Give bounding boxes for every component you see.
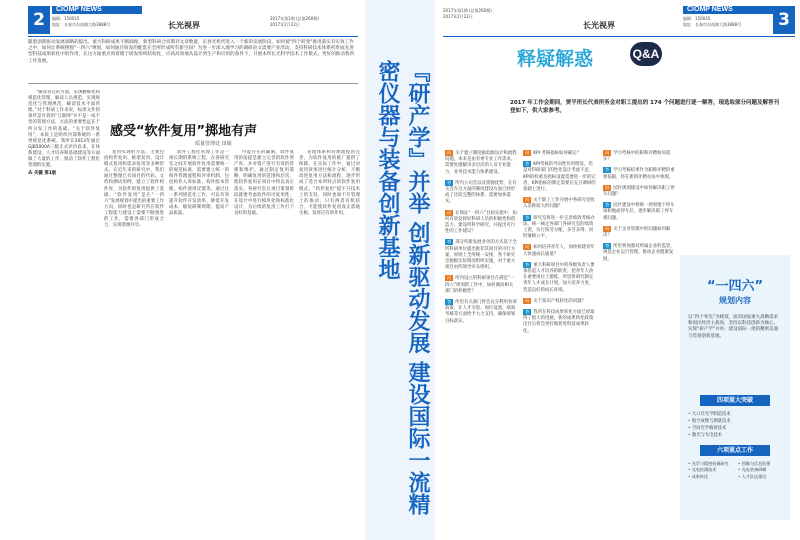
question-tag: 问 [447,275,452,281]
column-3-text: 软件工程化管理工作是一项长期的系统工程，在各研究室之间开展软件复用需要统一的规范标准，需要建立统一的构件管理流程和评审机制，包括构件入库标准、构件版本管理、构件使用反馈等。通过这一系列规范化工作，可以有效提升软件开发效率，降低开发成本，缩短研制周期，提高产品质量。 [169,150,229,216]
meta-left-1: 编辑：150035 [52,16,80,21]
answer-text: 重大科研项目中的各级负责人要承担起人才培养的职责，把青年人放在重要岗位上锻炼，所里将研究制定青年人才成长计划，加大培养力度，营造良好的成长环境。 [523,262,595,293]
text-column-5 [299,150,360,530]
question-tag: 问 [605,184,610,190]
list-item: • 光电检测技术 [688,467,734,473]
list-item: • 空间光学载荷技术 [688,425,782,432]
issue-left-2: 2017年2月22日 [270,22,300,27]
answer-text: 我所在科技成果转化方面已经取得了很大的进展，新的成果转化政策出台后将会更好地促进科技成果转化。 [523,310,595,334]
plan-text: 以“四个率先”为统领，面向国家重大战略需求和国民经济主战场，坚持以科技创新为核心，实现“研产学”并举，建设国际一流的精密仪器与装备创新基地。 [688,315,779,339]
question-text: 关于建立制度据低级设计和流程问题，本来是由有委专业工作需求，需要处理解决多层次的人员专业能力，业务技术能力体系建设。 [445,151,517,175]
column-1-wrapper [28,90,100,530]
section-left: 长光视界 [168,21,200,30]
issue-left-1: 2017年第1期 (总第260期) [270,16,319,21]
text-column-2 [104,150,164,530]
list-item: • 大口径光学制造技术 [688,411,782,418]
answer-text: 学习考核结果作为职称评聘的重要依据，将在新的评聘办法中体现。 [603,168,675,180]
question-tag: 问 [605,225,610,231]
question-tag: 问 [525,297,530,303]
issue-right-2: 2017年2月22日 [443,14,473,19]
left-page [0,0,365,540]
text-column-4 [234,150,294,530]
answer-text: 园区建设中将统一规划地下停车场和地面停车位，逐步解决职工停车难问题。 [603,203,675,221]
qa-intro: 2017 年工作会期间，贾平所长代表所务会对职工提出的 174 个问题进行逐一解答，现选取部分问题及解答刊登如下，供大家参考。 [510,100,780,114]
header-rule-left [28,36,358,37]
article-byline: 质量管理处 田娟 [195,141,232,147]
qa-item [445,210,517,236]
answer-tag: 答 [447,299,452,305]
brand-left: CIOMP NEWS [52,6,142,14]
answer-text: 所里有关部门将会充分利用各项政策，在人才引进、岗位设置、绩效考核等方面给予大力支持，确保规划目标落实。 [445,300,517,324]
qa-item [603,202,675,222]
page-number-left: 2 [28,6,50,34]
qa-item [523,197,597,210]
center-banner [365,0,435,540]
question-tag: 问 [525,197,530,203]
page-number-right: 3 [773,6,795,34]
qa-item [603,167,675,180]
qa-item [445,150,517,176]
question-tag: 问 [525,244,530,250]
answer-text: 所内公司会以及资源优势，在有关会在这方面的制度建设方面已经形成了比较完整的体系，需要加快落实。 [445,180,517,205]
list-item: • 光学与精密机械研究 [688,461,734,467]
answer-tag: 答 [525,309,530,315]
question-text: 在保证“一四六”目标实施中，如何有效发挥好科研人员的积极性和创造力，建设所科学研究，并提出可行性的工作建议？ [445,210,517,235]
column-5-text: 管理体系和管理流程的完善，为软件复用的推广提供了保障。在实际工作中，通过对复用效果进行统计分析，不断改进复用方法和流程，逐步形成了适合本所特点的软件复用模式。“软件复用”提不开技术上的支持，同时也离不开管理上的推动，只有两者有机结合，才能使软件复用真正落地生根，发挥应有的作用。 [299,150,360,216]
qa-item [445,180,517,206]
question-tag: 问 [447,150,452,155]
meta-right-1: 编辑：150035 [683,16,711,21]
question-tag: 问 [605,150,610,155]
qa-item [445,239,517,271]
answer-text: 部分所新发展业务的方式基于全所科研单位提出推荐其项目的可行方案，原则上全所统一安排，各个研究室根据实际情况组织实施，对于重大项目由所领导牵头组织。 [445,240,517,271]
list-item: • 人才队伍建设 [738,474,784,480]
section-right: 长光视界 [583,21,615,30]
answer-tag: 答 [605,167,610,173]
qa-item [523,298,597,305]
answer-tag: 答 [525,261,530,267]
sub-heading: ⁂ 关键 第1版 [28,171,57,177]
qa-item [445,275,517,295]
qa-item [523,262,597,294]
question-text: 如何培养青年人，加快构建青年人快速成长通道？ [523,245,595,257]
qa-badge-icon: Q&A [630,42,662,66]
qa-item [523,309,597,335]
qa-item [603,150,675,163]
qa-item [603,226,675,239]
qa-title: 释疑解惑 [517,48,594,70]
meta-left-2: 地址：长春市东南湖大路3888号 [52,22,111,27]
article-headline: 感受“软件复用”掷地有声 [110,124,258,139]
key-work-list [688,461,784,480]
issue-right-1: 2017年第1期 (总第260期) [443,8,492,13]
qa-item [523,244,597,257]
text-column-1 [28,90,100,530]
brand-right: CIOMP NEWS [683,6,773,14]
qa-column-2 [523,150,597,339]
column-2-text: 复用实现的方法，主要包括构件复用、框架复用、设计模式复用和需求复用等多种形式。在近年来的研究中，我们通过整理已有项目的代码、文档和测试用例，建立了软件构件库，为软件的复用提供了基础。“软件复用”是在“一四六”发展规划中提出的重要工作方向，同时也是研究所在软件工程能力建设上需要不断推进的工作，需要各部门形成合力，实现资源共享。 [104,150,164,229]
question-tag: 问 [447,209,452,215]
answer-tag: 答 [605,202,610,208]
answer-text: KPI考核的导向性作用明显，但是对科研部门的性化设计考虑不足，KPI的权重及指标设置需要进一步的完善，KPI指标的制定需要在充分调研的基础上进行。 [523,162,596,193]
question-text: 关于职工工作开展中各研究室收入差距较大的问题？ [523,198,595,210]
list-item: • 光电装备研制 [738,467,784,473]
answer-tag: 答 [447,239,452,245]
header-rule-right [443,36,795,37]
plan-title: “一四六” [706,279,764,294]
text-column-3 [169,150,229,530]
qa-item [603,243,675,263]
intro-text: 随着创新驱动发展战略的提出，重大科研成果不断涌现，新型科研合同期刊文章数量，长春光机所进入一个新的发展阶段。如何使"四个转变"推进落实有实效工作之中，如何让系统摆脱"一四六"规划，如何通过研发的配套在全所形成所有新空间？为进一步深入地学习的调研论文需要产业活动，支持科研技术体系所形成先进型科技成果转化中的作用，在这方面重点将着眼于研发组织结构化，应高高效地从设计到生产和应用的条件下，开展本所长光科学技术工作模式，更好的推动我所工作发展。 [28,40,355,64]
list-item: • 航空成像与测量技术 [688,418,782,425]
column-1-text: “解读各自的方面，实现精细化和规范化管理，解读人员规范，实现规范化与管理规范，解读技术平面管理。”对于科研工作来说，标准文件的条件是有效的“互联网”并不是一成不变的管理方法，方法的重要性远在于所分发工作的基础。“关于软件复用”，本质上是组织内部系统的一系列规范化系统，我所在2013年通过GJB5000A三级正式评价以来，在体系建设、人才培养和基础建设等方面做了大量的工作，推动了软件工程化管理的实施。 [28,90,100,169]
qa-item [603,185,675,198]
question-text: 所内设立的科研项目在满足“一四六”规划的工作中，如何调动相关部门的积极性？ [445,276,515,294]
columns-wrapper [104,150,360,530]
right-page [435,0,800,540]
list-item: • 图像与信息处理 [738,461,784,467]
answer-tag: 答 [525,161,530,167]
plan-subtitle: 规划内容 [719,296,751,305]
plan-sidebar [680,255,790,520]
list-item: • 激光与光电技术 [688,432,782,439]
breakthrough-heading: 四项重大突破 [700,395,770,406]
qa-item [523,215,597,241]
question-text: 关于企业管理中的问题如何解决？ [603,226,671,239]
qa-item [523,150,597,157]
intro-rule [28,83,358,84]
vertical-title: 『研产学』并举 创新驱动发展 建设国际一流精密仪器与装备创新基地 [375,60,430,516]
answer-text: 研究室将进一步完善绩效考核办法，统一核定各部门各研究室的绩效工资，实行按劳分配，多劳多得，同时兼顾公平。 [523,215,595,240]
qa-column-1 [445,150,517,329]
answer-tag: 答 [525,214,530,220]
breakthrough-list [688,411,782,439]
answer-text: 所里将加强对所属企业的监管，规范企业运行管理，推动企业健康发展。 [603,244,675,262]
column-4-text: 可能存在的漏洞，软件复用的前提是建立完善的软件资产库，并对资产进行有效的管理和维护。通过制定复用策略，明确复用的范围和层次，使软件复用在项目中得以真正落实。各研究室在项目策划阶段就要考虑软件的可复用性，在设计中进行模块化和标准化设计，为后续的复用工作打下良好的基础。 [234,150,294,216]
question-text: 园区规划建设中如何解决职工停车问题？ [603,185,675,198]
question-text: 关于知识产权转化的问题？ [533,298,586,304]
qa-item [445,299,517,325]
answer-tag: 答 [447,179,452,185]
qa-column-3 [603,150,675,267]
list-item: • 成果转化 [688,474,734,480]
meta-right-2: 地址：长春市东南湖大路3888号 [683,22,742,27]
key-work-heading: 六项重点工作 [700,445,770,456]
qa-item [523,161,597,193]
answer-tag: 答 [605,243,610,249]
question-text: 学习考核中的职称评聘如何落实？ [603,151,671,163]
question-tag: 问 [525,150,530,155]
question-text: KPI 考核指标如何确定？ [533,151,581,156]
